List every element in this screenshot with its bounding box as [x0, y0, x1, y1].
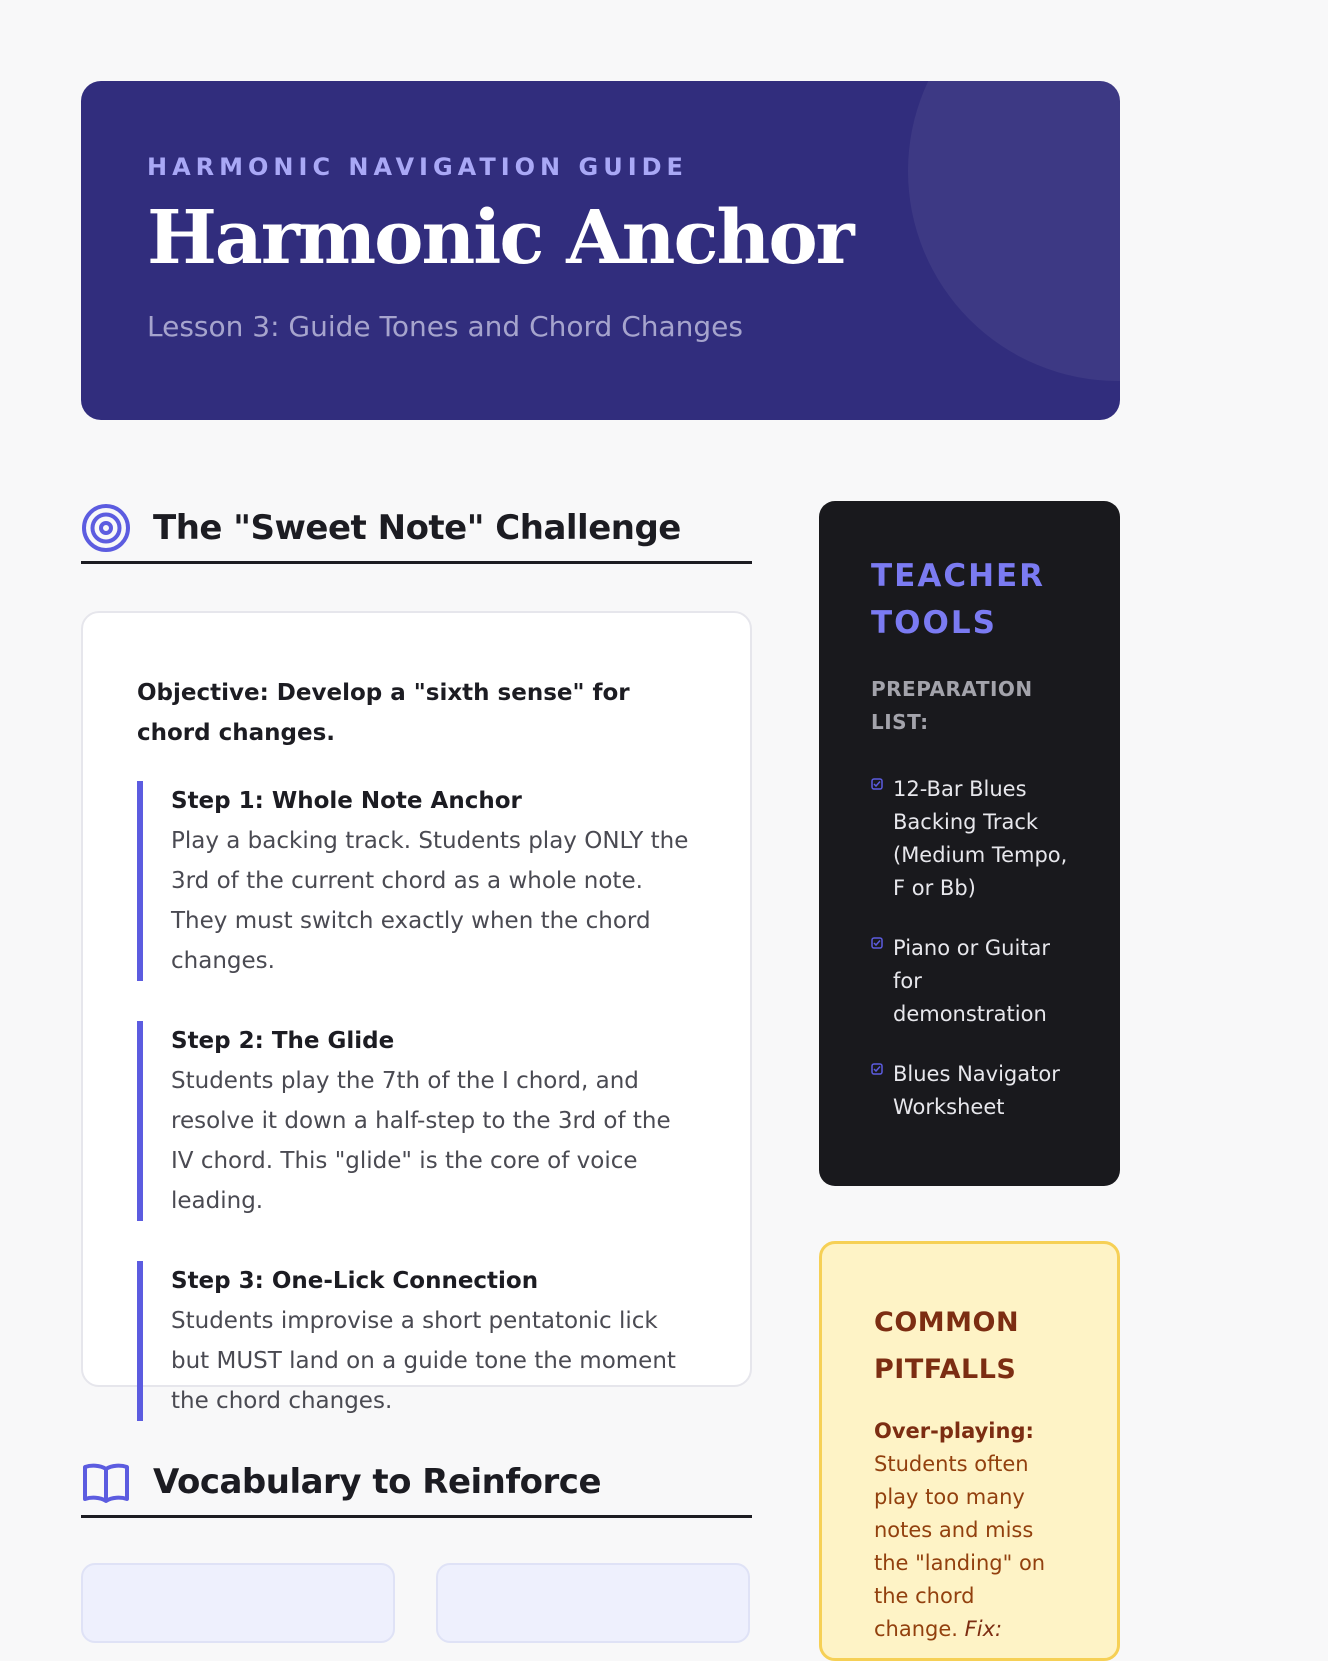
list-item — [871, 932, 1068, 1031]
teacher-tools-panel — [819, 501, 1120, 1186]
list-item — [871, 1058, 1068, 1124]
pitfall-text — [874, 1415, 1065, 1646]
list-item-text: 12-Bar Blues Backing Track (Medium Tempo, F or Bb) — [893, 777, 1068, 900]
step-title: Step 2: The Glide — [171, 1028, 395, 1054]
page-title: Harmonic Anchor — [147, 195, 853, 281]
challenge-card — [81, 611, 752, 1414]
pitfall-label: Over-playing: — [874, 1419, 1034, 1443]
step-title: Step 1: Whole Note Anchor — [171, 788, 522, 814]
challenge-section-header — [81, 494, 752, 564]
teacher-tools-title: TEACHER TOOLS — [871, 558, 1046, 641]
step-item — [137, 1021, 696, 1221]
list-item-text: Blues Navigator Worksheet — [893, 1062, 1060, 1119]
list-item — [871, 773, 1068, 905]
list-item-text: Piano or Guitar for demonstration — [893, 936, 1051, 1026]
vocabulary-section-header — [81, 1448, 752, 1518]
step-item — [137, 781, 696, 981]
target-icon — [81, 503, 131, 553]
step-body: Play a backing track. Students play ONLY the 3rd of the current chord as a whole note. They must switch exactly when the chord changes. — [171, 828, 689, 974]
decorative-circle — [908, 0, 1328, 381]
common-pitfalls-panel — [819, 1241, 1120, 1661]
step-item — [137, 1261, 696, 1421]
hero-banner — [81, 81, 1120, 420]
challenge-heading: The "Sweet Note" Challenge — [153, 507, 681, 548]
book-icon — [81, 1457, 131, 1507]
objective-text: Objective: Develop a "sixth sense" for chord changes. — [137, 680, 630, 746]
preparation-label: PREPARATION LIST: — [871, 677, 1033, 734]
step-title: Step 3: One-Lick Connection — [171, 1268, 539, 1294]
pitfalls-title: COMMON PITFALLS — [874, 1307, 1020, 1385]
checkbox-icon — [871, 1063, 883, 1075]
checkbox-icon — [871, 778, 883, 790]
page-subtitle: Lesson 3: Guide Tones and Chord Changes — [147, 310, 743, 343]
vocabulary-card — [436, 1563, 750, 1643]
hero-eyebrow: HARMONIC NAVIGATION GUIDE — [147, 153, 688, 181]
checkbox-icon — [871, 937, 883, 949]
vocabulary-heading: Vocabulary to Reinforce — [153, 1461, 601, 1502]
vocabulary-card — [81, 1563, 395, 1643]
step-body: Students play the 7th of the I chord, and resolve it down a half-step to the 3rd of the IV chord. This "glide" is the core of voice leading. — [171, 1068, 671, 1214]
pitfall-fix-label: Fix: — [964, 1617, 1003, 1641]
pitfall-description: Students often play too many notes and miss the "landing" on the chord change. — [874, 1452, 1046, 1641]
step-body: Students improvise a short pentatonic lick but MUST land on a guide tone the moment the chord changes. — [171, 1308, 676, 1414]
preparation-list — [871, 773, 1068, 1124]
